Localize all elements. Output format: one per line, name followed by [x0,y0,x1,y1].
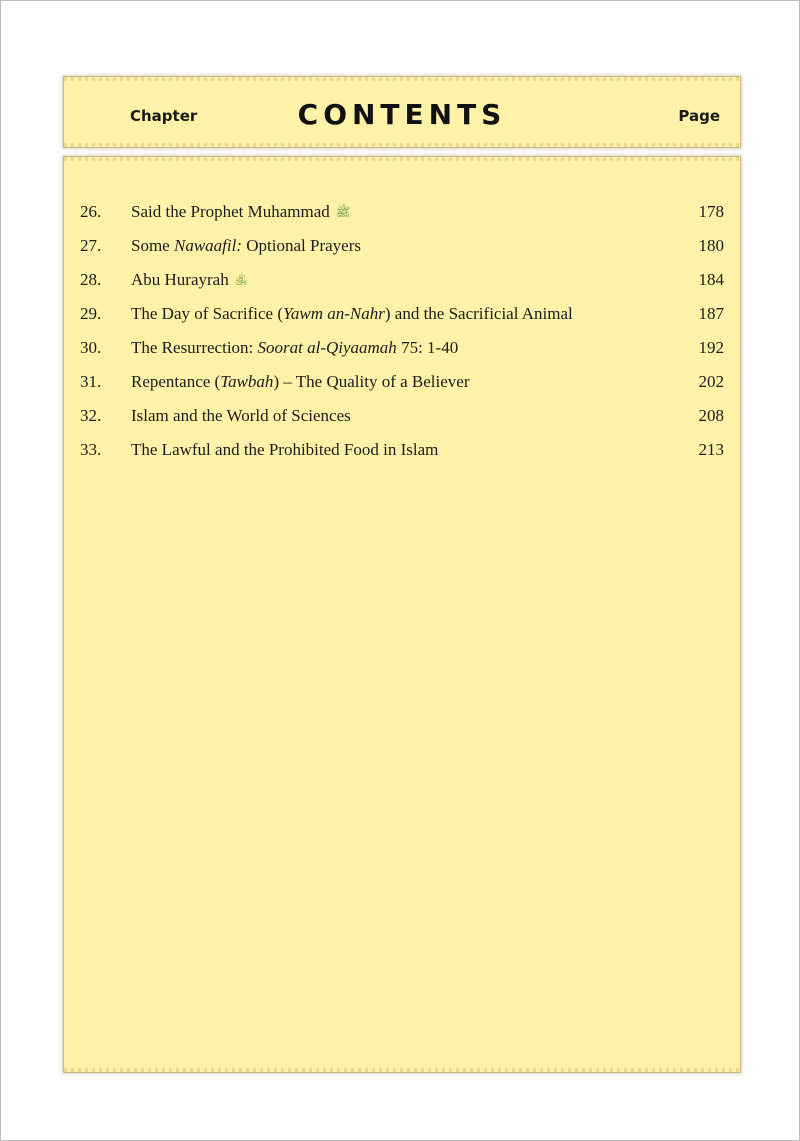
header-edge-top [64,77,740,81]
chapter-column-label: Chapter [130,107,198,125]
chapter-number: 31. [80,372,102,391]
chapter-number: 29. [80,304,102,323]
chapter-title-part: 75: 1-40 [396,338,459,357]
chapter-title-part: ) – The Quality of a Believer [273,372,470,391]
page-number: 213 [698,440,724,459]
chapter-title [131,229,361,263]
page-number: 202 [698,372,724,391]
honorific-ra-icon: ﵁ [234,273,248,287]
chapter-title-italic-part: Yawm an-Nahr [282,304,385,323]
chapter-title-part: Said the Prophet Muhammad [131,202,330,221]
toc-entry[interactable] [80,297,724,331]
chapter-title-part: Some [131,236,174,255]
chapter-title-part: Repentance ( [131,372,221,391]
chapter-number: 28. [80,270,102,289]
chapter-title [131,297,573,331]
chapter-title-part: Optional Prayers [242,236,361,255]
honorific-saw-icon: ﷺ [335,205,351,219]
chapter-number: 30. [80,338,102,357]
chapter-title-italic-part: Soorat al-Qiyaamah [257,338,397,357]
page-number: 208 [698,406,724,425]
chapter-title [131,263,248,297]
page-number: 178 [698,202,724,221]
chapter-title [131,331,458,365]
chapter-title-part: Islam and the World of Sciences [131,406,351,425]
page-number: 192 [698,338,724,357]
body-edge-bottom [64,1068,740,1072]
toc-entry[interactable] [80,263,724,297]
page-number: 184 [698,270,724,289]
chapter-title [131,433,438,467]
chapter-title-italic-part: Nawaafil: [173,236,242,255]
page-number: 187 [698,304,724,323]
toc-entry[interactable] [80,399,724,433]
page-number: 180 [698,236,724,255]
toc-entry[interactable] [80,195,724,229]
toc-list [80,195,724,467]
chapter-number: 32. [80,406,102,425]
chapter-title-part: ) and the Sacrificial Animal [384,304,573,323]
toc-entry[interactable] [80,229,724,263]
chapter-number: 27. [80,236,102,255]
contents-body [64,157,740,1072]
toc-entry[interactable] [80,331,724,365]
page-column-label: Page [678,107,720,125]
chapter-title-part: The Lawful and the Prohibited Food in Islam [131,440,439,459]
chapter-title [131,195,350,229]
chapter-title [131,365,470,399]
contents-header [64,77,740,147]
chapter-title [131,399,351,433]
page-title: CONTENTS [297,98,507,131]
chapter-title-italic-part: Tawbah [220,372,274,391]
chapter-title-part: The Resurrection: [131,338,258,357]
chapter-title-part: The Day of Sacrifice ( [131,304,283,323]
toc-entry[interactable] [80,433,724,467]
chapter-number: 26. [80,202,102,221]
chapter-title-part: Abu Hurayrah [131,270,229,289]
header-edge-bottom [64,143,740,147]
body-edge-top [64,157,740,161]
toc-entry[interactable] [80,365,724,399]
chapter-number: 33. [80,440,102,459]
